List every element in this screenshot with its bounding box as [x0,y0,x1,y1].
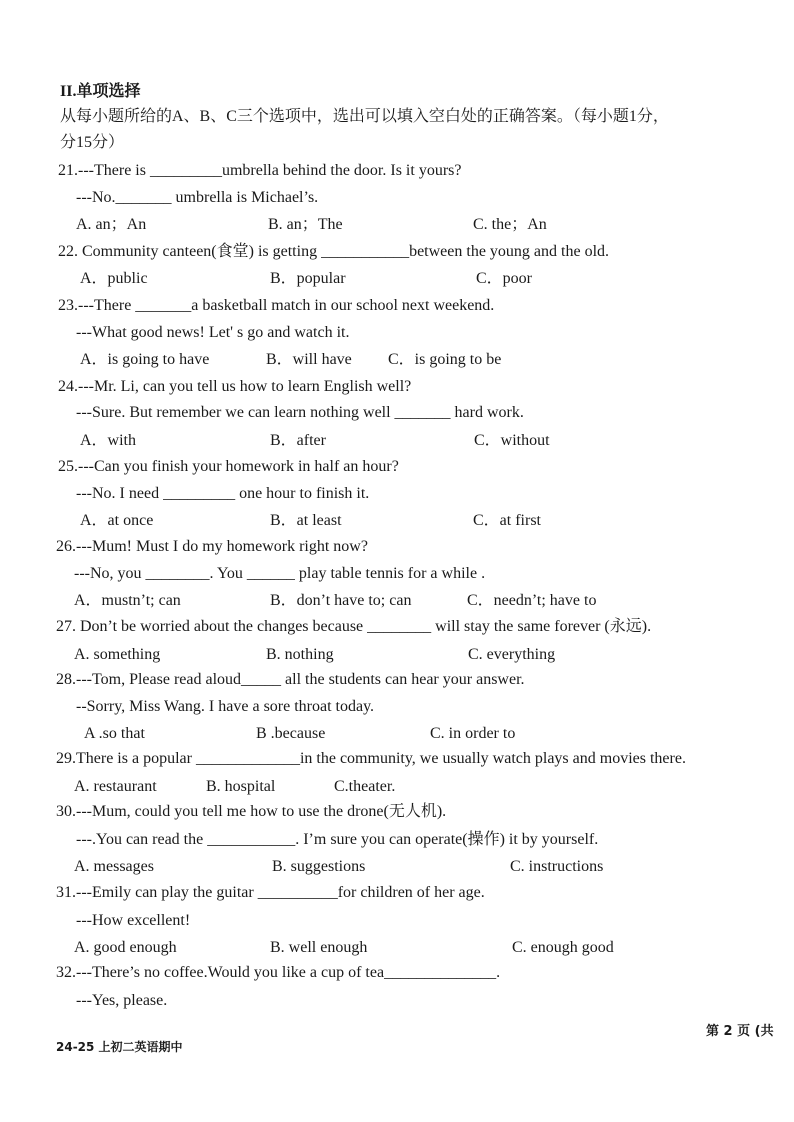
question-23-option-c: C．is going to be [388,351,502,368]
question-25-line-2: ---No. I need _________ one hour to finish it. [76,485,370,502]
question-28-line-1: 28.---Tom, Please read aloud_____ all the students can hear your answer. [56,671,525,688]
question-29-option-a: A. restaurant [74,778,157,795]
question-30-line-2: ---.You can read the ___________. I’m sure you can operate(操作) it by yourself. [76,831,599,848]
question-23-option-a: A．is going to have [80,351,210,368]
page-number: 第 2 页 (共 [706,1024,774,1039]
question-22-option-c: C．poor [476,270,533,287]
question-31-option-a: A. good enough [74,939,177,956]
question-22-option-b: B．popular [270,270,346,287]
question-31-line-1: 31.---Emily can play the guitar __________for children of her age. [56,884,485,901]
question-26-option-b: B．don’t have to; can [270,592,412,609]
question-25-option-a: A．at once [80,512,154,529]
exam-footer-label: 24-25 上初二英语期中 [56,1040,183,1054]
question-28-line-2: --Sorry, Miss Wang. I have a sore throat today. [76,698,375,715]
question-27-option-c: C. everything [468,646,556,663]
question-27-option-a: A. something [74,646,161,663]
question-29-option-b: B. hospital [206,778,276,795]
question-21-line-1: 21.---There is _________umbrella behind the door. Is it yours? [58,162,462,179]
section-title: II.单项选择 [60,83,141,100]
question-23-line-2: ---What good news! Let' s go and watch it. [76,324,350,341]
question-32-line-1: 32.---There’s no coffee.Would you like a cup of tea______________. [56,964,501,981]
question-31-option-b: B. well enough [270,939,368,956]
section-instructions-line-1: 从每小题所给的A、B、C三个选项中，选出可以填入空白处的正确答案。（每小题1分， [60,108,669,125]
question-21-option-c: C. the；An [473,216,547,233]
question-22-option-a: A．public [80,270,148,287]
question-30-option-c: C. instructions [510,858,604,875]
question-26-line-2: ---No, you ________. You ______ play table tennis for a while . [74,565,486,582]
question-21-option-b: B. an；The [268,216,343,233]
question-27-line-1: 27. Don’t be worried about the changes because ________ will stay the same forever (永远). [56,618,652,635]
question-29-option-c: C.theater. [334,778,396,795]
question-30-line-1: 30.---Mum, could you tell me how to use the drone(无人机). [56,803,447,820]
question-31-line-2: ---How excellent! [76,912,191,929]
question-28-option-c: C. in order to [430,725,516,742]
question-24-line-1: 24.---Mr. Li, can you tell us how to learn English well? [58,378,412,395]
question-25-option-c: C．at first [473,512,541,529]
question-28-option-b: B .because [256,725,326,742]
question-30-option-b: B. suggestions [272,858,366,875]
section-instructions-line-2: 分15分） [60,134,125,151]
question-23-line-1: 23.---There _______a basketball match in our school next weekend. [58,297,495,314]
question-25-line-1: 25.---Can you finish your homework in half an hour? [58,458,399,475]
question-26-line-1: 26.---Mum! Must I do my homework right now? [56,538,368,555]
question-21-line-2: ---No._______ umbrella is Michael’s. [76,189,319,206]
question-24-line-2: ---Sure. But remember we can learn nothing well _______ hard work. [76,404,524,421]
question-29-line-1: 29.There is a popular _____________in the community, we usually watch plays and movies there. [56,750,686,767]
question-26-option-a: A．mustn’t; can [74,592,181,609]
question-24-option-c: C．without [474,432,550,449]
question-23-option-b: B．will have [266,351,352,368]
question-31-option-c: C. enough good [512,939,614,956]
question-24-option-a: A．with [80,432,137,449]
question-21-option-a: A. an；An [76,216,147,233]
question-26-option-c: C．needn’t; have to [467,592,597,609]
question-28-option-a: A .so that [84,725,145,742]
question-25-option-b: B．at least [270,512,342,529]
question-22-line-1: 22. Community canteen(食堂) is getting ___________between the young and the old. [58,243,610,260]
question-27-option-b: B. nothing [266,646,334,663]
question-32-line-2: ---Yes, please. [76,992,168,1009]
question-30-option-a: A. messages [74,858,154,875]
question-24-option-b: B．after [270,432,326,449]
